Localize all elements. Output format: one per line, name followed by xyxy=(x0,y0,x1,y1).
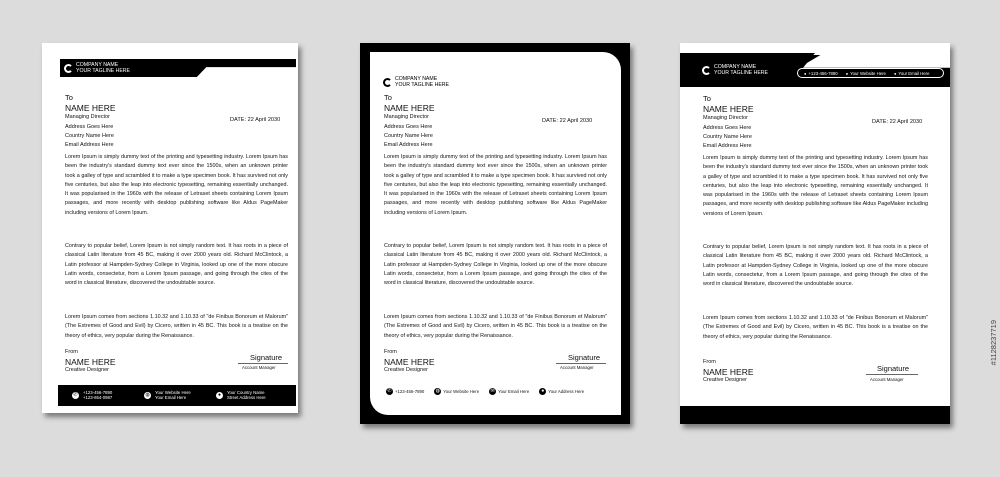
address-line: Address Goes Here xyxy=(703,125,752,131)
footer-email: Your Email Here xyxy=(155,395,187,400)
email-icon: ● xyxy=(893,70,897,76)
recipient-role: Managing Director xyxy=(384,114,429,120)
from-label: From xyxy=(384,349,397,355)
address-line: Email Address Here xyxy=(65,142,114,148)
signature-line xyxy=(556,363,606,364)
letter-date: DATE: 22 April 2030 xyxy=(872,119,923,125)
company-name: COMPANY NAME xyxy=(395,76,438,82)
from-label: From xyxy=(703,359,716,365)
footer-address: Street Address Here xyxy=(227,395,266,400)
company-tagline: YOUR TAGLINE HERE xyxy=(395,82,449,88)
recipient-name: NAME HERE xyxy=(384,103,435,113)
sender-role: Creative Designer xyxy=(384,367,429,373)
sender-role: Creative Designer xyxy=(65,367,110,373)
company-name: COMPANY NAME xyxy=(76,62,119,68)
logo-icon xyxy=(702,66,711,75)
company-logo xyxy=(64,62,130,74)
body-paragraph-3: Lorem Ipsum comes from sections 1.10.32 and 1.10.33 of "de Finibus Bonorum et Malorum" (The Extremes of Good and Evil) by Cicero, written in 45 BC. This book is a treatise on the theory of ethics, very popular during the Renaissance. xyxy=(703,315,928,340)
signature-line xyxy=(238,363,288,364)
signature-text: Signature xyxy=(568,353,601,362)
globe-icon: ◍ xyxy=(435,388,440,394)
signature-role: Account Manager xyxy=(560,365,594,370)
signature-role: Account Manager xyxy=(242,365,276,370)
body-paragraph-2: Contrary to popular belief, Lorem Ipsum is not simply random text. It has roots in a piece of classical Latin literature from 45 BC, making it over 2000 years old. Richard McClintock, a Latin professor at Hampden-Sydney College in Virginia, looked up one of the more obscure Latin words, consectetur, from a Lorem Ipsum passage, and going through the cites of the word in classical literature, discovered the undoubtable source. xyxy=(65,243,288,287)
to-label: To xyxy=(65,93,73,102)
footer-bar xyxy=(680,406,950,424)
globe-icon: ● xyxy=(845,70,849,76)
letterhead-template-1 xyxy=(42,43,298,413)
recipient-role: Managing Director xyxy=(65,114,110,120)
header-phone: +123-456-7890 xyxy=(808,70,838,76)
address-line: Country Name Here xyxy=(65,133,114,139)
address-line: Country Name Here xyxy=(703,134,752,140)
stock-image-id: #1128237719 xyxy=(989,320,998,366)
header-website: Your Website Here xyxy=(850,70,886,76)
recipient-name: NAME HERE xyxy=(65,103,116,113)
body-paragraph-3: Lorem Ipsum comes from sections 1.10.32 and 1.10.33 of "de Finibus Bonorum et Malorum" (The Extremes of Good and Evil) by Cicero, written in 45 BC. This book is a treatise on the theory of ethics, very popular during the Renaissance. xyxy=(384,314,607,339)
footer-bar xyxy=(58,385,296,406)
address-line: Address Goes Here xyxy=(65,124,114,130)
logo-icon xyxy=(64,64,73,73)
footer-phone: +123-456-7890 xyxy=(395,389,425,394)
sender-name: NAME HERE xyxy=(384,357,435,367)
letter-date: DATE: 22 April 2030 xyxy=(230,117,281,123)
footer-email: Your Email Here xyxy=(498,389,530,394)
letterhead-template-2 xyxy=(360,43,630,424)
to-label: To xyxy=(384,93,392,102)
footer-website: Your Website Here xyxy=(155,390,191,395)
footer-contacts xyxy=(386,388,616,395)
body-paragraph-1: Lorem Ipsum is simply dummy text of the printing and typesetting industry. Lorem Ipsum has been the industry's standard dummy text ever since the 1500s, when an unknown printer took a galley of type and scrambled it to make a type specimen book. It has survived not only five centuries, but also the leap into electronic typesetting, remaining essentially unchanged. It was popularised in the 1960s with the release of Letraset sheets containing Lorem Ipsum passages, and more recently with desktop publishing software like Aldus PageMaker including versions of Lorem Ipsum. xyxy=(384,154,607,216)
phone-icon: ✆ xyxy=(73,391,78,398)
header-email: Your Email Here xyxy=(898,70,930,76)
address-line: Email Address Here xyxy=(384,142,433,148)
company-tagline: YOUR TAGLINE HERE xyxy=(76,68,130,74)
signature-role: Account Manager xyxy=(870,377,904,382)
body-paragraph-1: Lorem Ipsum is simply dummy text of the printing and typesetting industry. Lorem Ipsum has been the industry's standard dummy text ever since the 1500s, when an unknown printer took a galley of type and scrambled it to make a type specimen book. It has survived not only five centuries, but also the leap into electronic typesetting, remaining essentially unchanged. It was popularised in the 1960s with the release of Letraset sheets containing Lorem Ipsum passages, and more recently with desktop publishing software like Aldus PageMaker including versions of Lorem Ipsum. xyxy=(703,155,928,217)
address-line: Country Name Here xyxy=(384,133,433,139)
footer-phone: +123-456-7890 xyxy=(83,390,113,395)
header-contacts xyxy=(797,68,944,78)
footer-phone: +123-654-0987 xyxy=(83,395,113,400)
address-line: Email Address Here xyxy=(703,143,752,149)
recipient-role: Managing Director xyxy=(703,115,748,121)
footer-country: Your Country Name xyxy=(227,390,265,395)
body-paragraph-3: Lorem Ipsum comes from sections 1.10.32 and 1.10.33 of "de Finibus Bonorum et Malorum" (The Extremes of Good and Evil) by Cicero, written in 45 BC. This book is a treatise on the theory of ethics, very popular during the Renaissance. xyxy=(65,314,288,339)
letterhead-template-3 xyxy=(680,43,950,424)
body-paragraph-2: Contrary to popular belief, Lorem Ipsum is not simply random text. It has roots in a piece of classical Latin literature from 45 BC, making it over 2000 years old. Richard McClintock, a Latin professor at Hampden-Sydney College in Virginia, looked up one of the more obscure Latin words, consectetur, from a Lorem Ipsum passage, and going through the cites of the word in classical literature, discovered the undoubtable source. xyxy=(703,244,928,288)
logo-icon xyxy=(383,78,392,87)
to-label: To xyxy=(703,94,711,103)
letter-date: DATE: 22 April 2030 xyxy=(542,118,593,124)
sender-name: NAME HERE xyxy=(703,367,754,377)
address-line: Address Goes Here xyxy=(384,124,433,130)
body-paragraph-1: Lorem Ipsum is simply dummy text of the printing and typesetting industry. Lorem Ipsum has been the industry's standard dummy text ever since the 1500s, when an unknown printer took a galley of type and scrambled it to make a type specimen book. It has survived not only five centuries, but also the leap into electronic typesetting, remaining essentially unchanged. It was popularised in the 1960s with the release of Letraset sheets containing Lorem Ipsum passages, and more recently with desktop publishing software like Aldus PageMaker including versions of Lorem Ipsum. xyxy=(65,154,288,216)
page-inner-frame xyxy=(370,52,621,415)
company-tagline: YOUR TAGLINE HERE xyxy=(714,70,768,76)
sender-name: NAME HERE xyxy=(65,357,116,367)
globe-icon: ◍ xyxy=(145,391,150,398)
signature-line xyxy=(866,374,918,375)
footer-website: Your Website Here xyxy=(443,389,480,394)
location-pin-icon: ● xyxy=(217,391,222,398)
body-paragraph-2: Contrary to popular belief, Lorem Ipsum is not simply random text. It has roots in a piece of classical Latin literature from 45 BC, making it over 2000 years old. Richard McClintock, a Latin professor at Hampden-Sydney College in Virginia, looked up one of the more obscure Latin words, consectetur, from a Lorem Ipsum passage, and going through the cites of the word in classical literature, discovered the undoubtable source. xyxy=(384,243,607,287)
sender-role: Creative Designer xyxy=(703,377,748,383)
footer-address: Your Address Here xyxy=(548,389,585,394)
location-pin-icon: ● xyxy=(541,388,545,394)
from-label: From xyxy=(65,349,78,355)
company-logo xyxy=(383,76,449,88)
phone-icon: ✆ xyxy=(387,388,392,394)
recipient-name: NAME HERE xyxy=(703,104,754,114)
signature-text: Signature xyxy=(877,364,910,373)
signature-text: Signature xyxy=(250,353,283,362)
company-name: COMPANY NAME xyxy=(714,64,757,70)
email-icon: ✉ xyxy=(490,388,495,394)
phone-icon: ● xyxy=(804,70,807,76)
company-logo xyxy=(702,64,768,76)
